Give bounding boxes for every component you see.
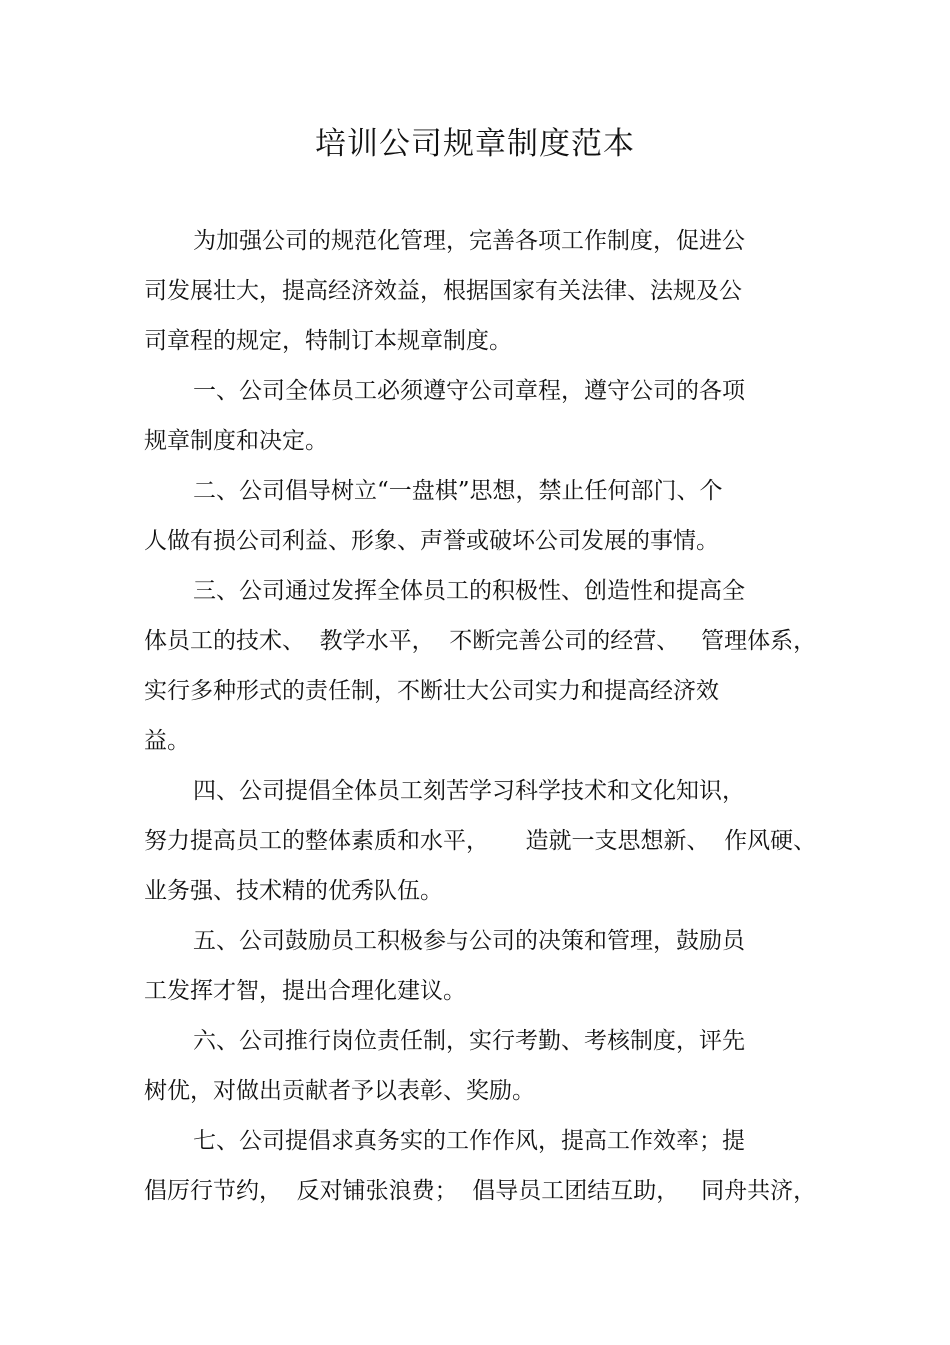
paragraph-line: 业务强、技术精的优秀队伍。	[144, 878, 443, 904]
paragraph-line: 司发展壮大，提高经济效益，根据国家有关法律、法规及公	[144, 278, 742, 304]
paragraph-line: 益。	[144, 728, 190, 754]
paragraph-line: 司章程的规定，特制订本规章制度。	[144, 328, 512, 354]
paragraph-line: 二、公司倡导树立“一盘棋”思想，禁止任何部门、个	[193, 478, 723, 504]
paragraph-line: 为加强公司的规范化管理，完善各项工作制度，促进公	[193, 228, 745, 254]
paragraph-line: 五、公司鼓励员工积极参与公司的决策和管理，鼓励员	[193, 928, 745, 954]
paragraph-line: 努力提高员工的整体素质和水平， 造就一支思想新、 作风硬、	[144, 828, 817, 854]
paragraph-line: 人做有损公司利益、形象、声誉或破坏公司发展的事情。	[144, 528, 719, 554]
paragraph-line: 树优，对做出贡献者予以表彰、奖励。	[144, 1078, 535, 1104]
document-title: 培训公司规章制度范本	[315, 126, 635, 162]
paragraph-line: 七、公司提倡求真务实的工作作风，提高工作效率；提	[193, 1128, 745, 1154]
paragraph-line: 体员工的技术、 教学水平， 不断完善公司的经营、 管理体系，	[144, 628, 817, 654]
paragraph-line: 实行多种形式的责任制，不断壮大公司实力和提高经济效	[144, 678, 719, 704]
paragraph-line: 工发挥才智，提出合理化建议。	[144, 978, 466, 1004]
paragraph-line: 六、公司推行岗位责任制，实行考勤、考核制度，评先	[193, 1028, 745, 1054]
paragraph-line: 倡厉行节约， 反对铺张浪费； 倡导员工团结互助， 同舟共济，	[144, 1178, 817, 1204]
paragraph-line: 三、公司通过发挥全体员工的积极性、创造性和提高全	[193, 578, 745, 604]
paragraph-line: 四、公司提倡全体员工刻苦学习科学技术和文化知识，	[193, 778, 745, 804]
paragraph-line: 规章制度和决定。	[144, 428, 328, 454]
paragraph-line: 一、公司全体员工必须遵守公司章程，遵守公司的各项	[193, 378, 745, 404]
